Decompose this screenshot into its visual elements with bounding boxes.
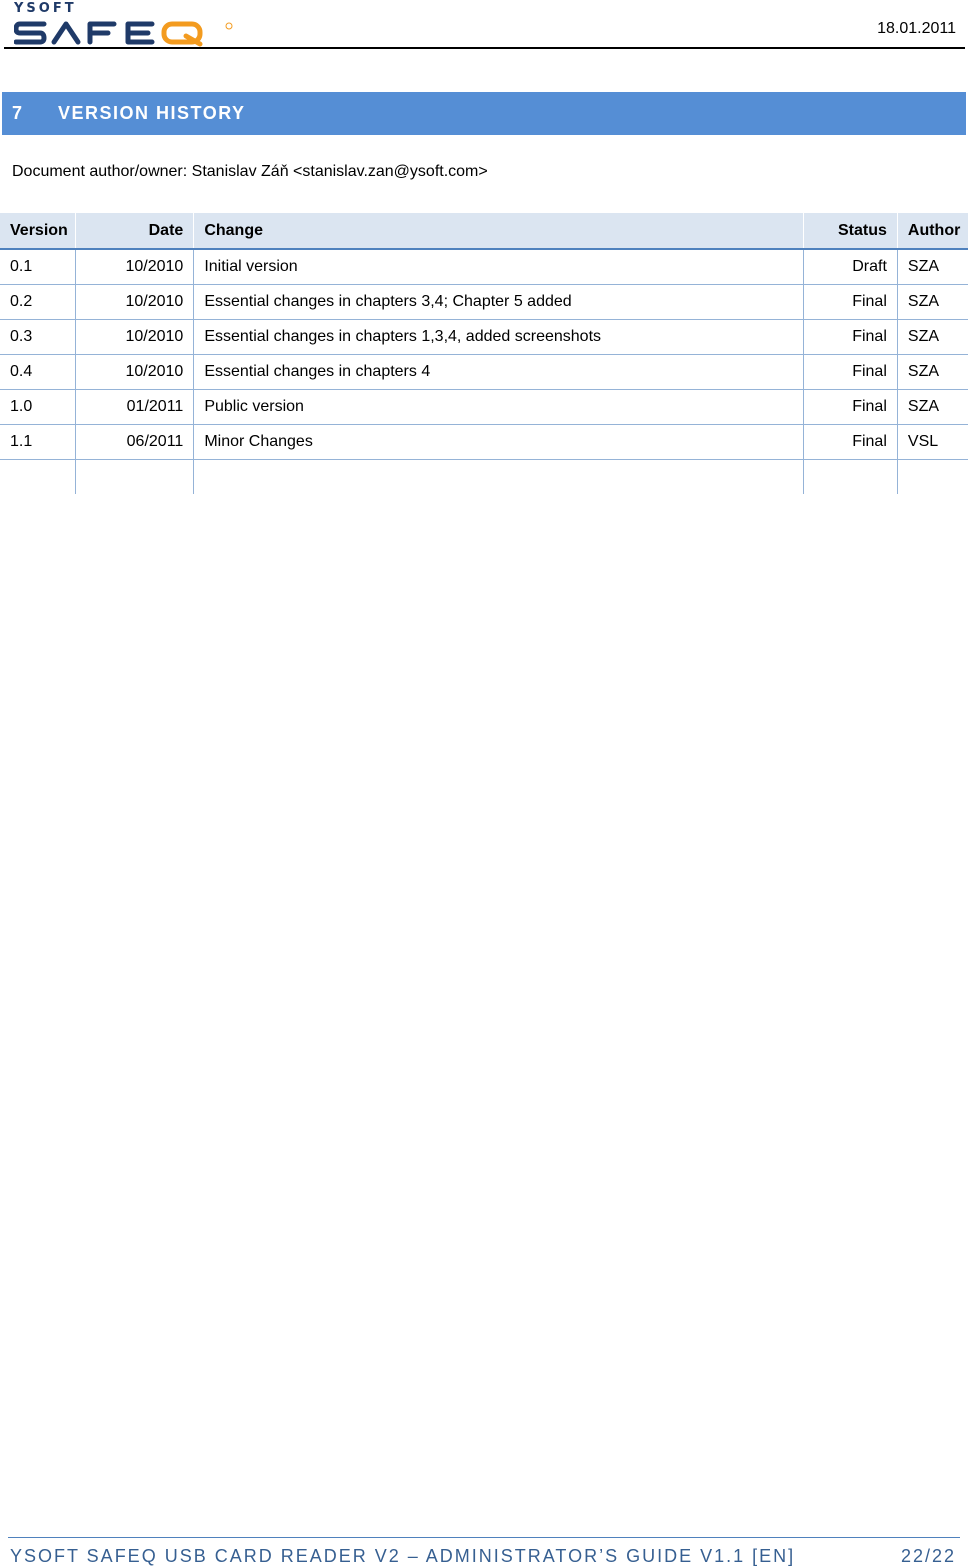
- table-row: [0, 285, 968, 320]
- table-row: [0, 390, 968, 425]
- cell-status: Final: [803, 355, 897, 390]
- cell-empty: [0, 460, 75, 495]
- footer-page-number: 22/22: [900, 1546, 956, 1566]
- cell-empty: [803, 460, 897, 495]
- column-header-change: Change: [194, 213, 803, 249]
- cell-date: 10/2010: [75, 249, 194, 285]
- cell-change: Public version: [194, 390, 803, 425]
- cell-date: 10/2010: [75, 285, 194, 320]
- cell-status: Final: [803, 425, 897, 460]
- cell-author: SZA: [897, 390, 968, 425]
- footer-document-title: YSOFT SAFEQ USB CARD READER V2 – ADMINISTRATOR’S GUIDE V1.1 [EN]: [10, 1546, 796, 1566]
- column-header-version: Version: [0, 213, 75, 249]
- column-header-status: Status: [803, 213, 897, 249]
- cell-status: Final: [803, 390, 897, 425]
- cell-author: SZA: [897, 355, 968, 390]
- cell-status: Draft: [803, 249, 897, 285]
- svg-text:YSOFT: YSOFT: [14, 1, 77, 16]
- cell-version: 0.1: [0, 249, 75, 285]
- document-author-line: Document author/owner: Stanislav Záň <stanislav.zan@ysoft.com>: [12, 163, 488, 180]
- table-row: [0, 320, 968, 355]
- cell-date: 10/2010: [75, 320, 194, 355]
- section-heading: [2, 92, 966, 135]
- cell-author: SZA: [897, 249, 968, 285]
- cell-empty: [897, 460, 968, 495]
- cell-date: 06/2011: [75, 425, 194, 460]
- cell-date: 10/2010: [75, 355, 194, 390]
- cell-change: Initial version: [194, 249, 803, 285]
- cell-status: Final: [803, 285, 897, 320]
- section-title: VERSION HISTORY: [58, 103, 246, 123]
- header-divider: [4, 47, 965, 49]
- ysoft-safeq-logo: [14, 0, 244, 48]
- cell-status: Final: [803, 320, 897, 355]
- footer-divider: [8, 1537, 960, 1538]
- table-row: [0, 425, 968, 460]
- column-header-date: Date: [75, 213, 194, 249]
- cell-version: 0.3: [0, 320, 75, 355]
- column-header-author: Author: [897, 213, 968, 249]
- cell-change: Essential changes in chapters 3,4; Chapter 5 added: [194, 285, 803, 320]
- cell-version: 0.4: [0, 355, 75, 390]
- table-row: [0, 249, 968, 285]
- version-history-table: [0, 213, 968, 494]
- cell-version: 1.0: [0, 390, 75, 425]
- cell-version: 0.2: [0, 285, 75, 320]
- cell-author: SZA: [897, 320, 968, 355]
- cell-change: Minor Changes: [194, 425, 803, 460]
- table-header-row: [0, 213, 968, 249]
- cell-change: Essential changes in chapters 4: [194, 355, 803, 390]
- cell-change: Essential changes in chapters 1,3,4, added screenshots: [194, 320, 803, 355]
- cell-version: 1.1: [0, 425, 75, 460]
- document-date: 18.01.2011: [877, 20, 956, 37]
- cell-empty: [75, 460, 194, 495]
- section-number: 7: [12, 103, 24, 123]
- cell-date: 01/2011: [75, 390, 194, 425]
- table-row-empty: [0, 460, 968, 495]
- table-row: [0, 355, 968, 390]
- cell-author: SZA: [897, 285, 968, 320]
- cell-empty: [194, 460, 803, 495]
- cell-author: VSL: [897, 425, 968, 460]
